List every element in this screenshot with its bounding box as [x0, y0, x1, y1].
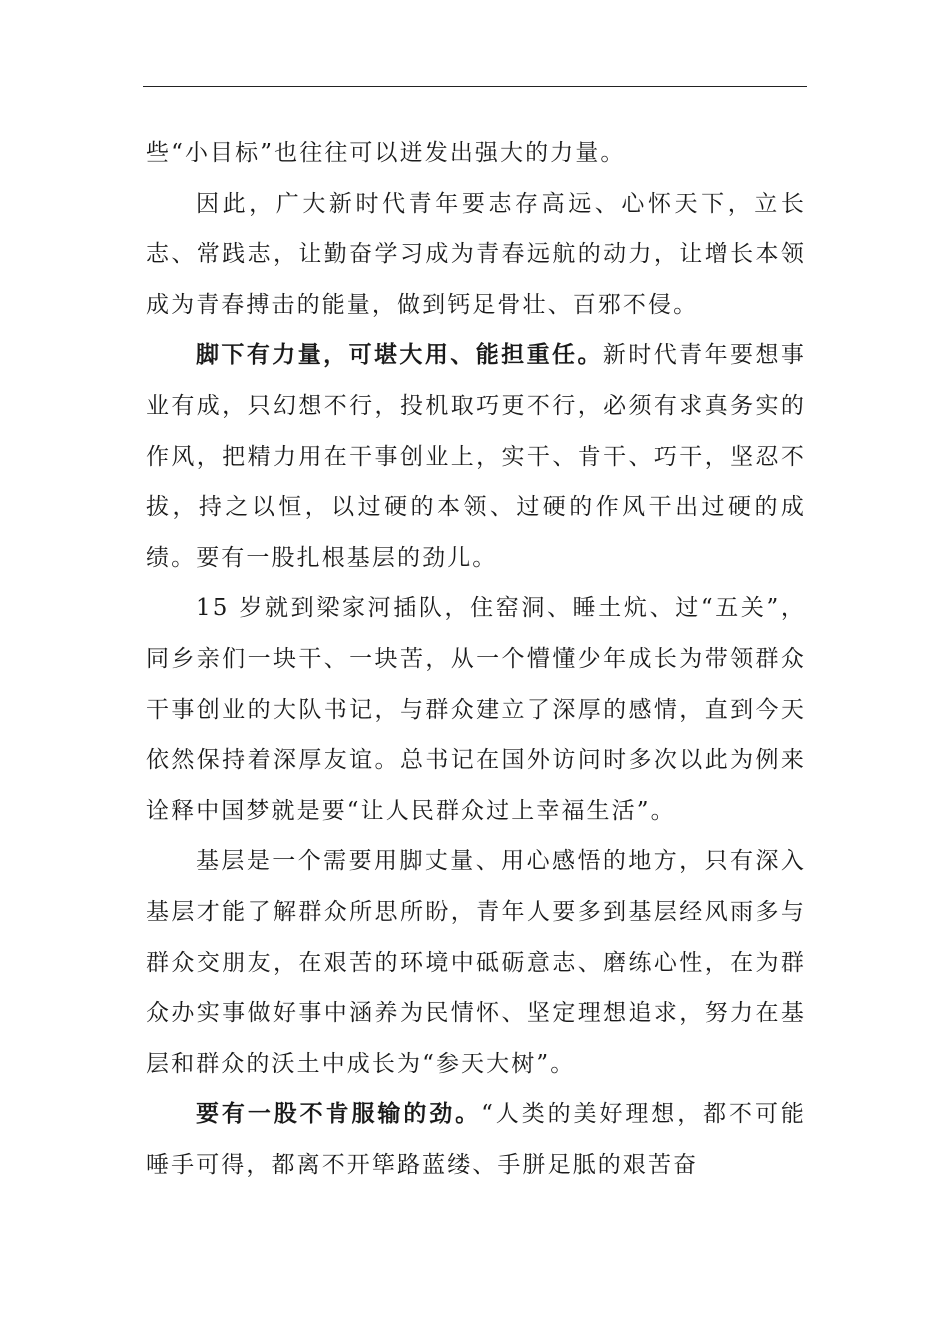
- paragraph: [146, 836, 806, 1089]
- paragraph-text: 因此，广大新时代青年要志存高远、心怀天下，立长志、常践志，让勤奋学习成为青春远航的动力，让增长本领成为青春搏击的能量，做到钙足骨壮、百邪不侵。: [146, 190, 806, 318]
- paragraph-lead: 脚下有力量，可堪大用、能担重任。: [196, 341, 603, 369]
- paragraph-text: 新时代青年要想事业有成，只幻想不行，投机取巧更不行，必须有求真务实的作风，把精力用在干事创业上，实干、肯干、巧干，坚忍不拔，持之以恒，以过硬的本领、过硬的作风干出过硬的成绩。要有一股扎根基层的劲儿。: [146, 342, 806, 571]
- paragraph-text: 些“小目标”也往往可以迸发出强大的力量。: [146, 140, 626, 166]
- header-rule: [143, 86, 807, 87]
- paragraph: [146, 128, 806, 179]
- paragraph: [146, 330, 806, 583]
- paragraph-text: 基层是一个需要用脚丈量、用心感悟的地方，只有深入基层才能了解群众所思所盼，青年人要多到基层经风雨多与群众交朋友，在艰苦的环境中砥砺意志、磨练心性，在为群众办实事做好事中涵养为民情怀、坚定理想追求，努力在基层和群众的沃土中成长为“参天大树”。: [146, 848, 806, 1077]
- paragraph-text: “人类的美好理想，都不可能唾手可得，都离不开筚路蓝缕、手胼足胝的艰苦奋: [146, 1101, 806, 1178]
- paragraph-text: 15 岁就到梁家河插队，住窑洞、睡土炕、过“五关”，同乡亲们一块干、一块苦，从一个懵懂少年成长为带领群众干事创业的大队书记，与群众建立了深厚的感情，直到今天依然保持着深厚友谊。总书记在国外访问时多次以此为例来诠释中国梦就是要“让人民群众过上幸福生活”。: [146, 595, 806, 824]
- paragraph: [146, 583, 806, 836]
- document-body: [146, 128, 806, 1190]
- paragraph: [146, 1089, 806, 1190]
- paragraph-lead: 要有一股不肯服输的劲。: [196, 1100, 482, 1128]
- paragraph: [146, 179, 806, 331]
